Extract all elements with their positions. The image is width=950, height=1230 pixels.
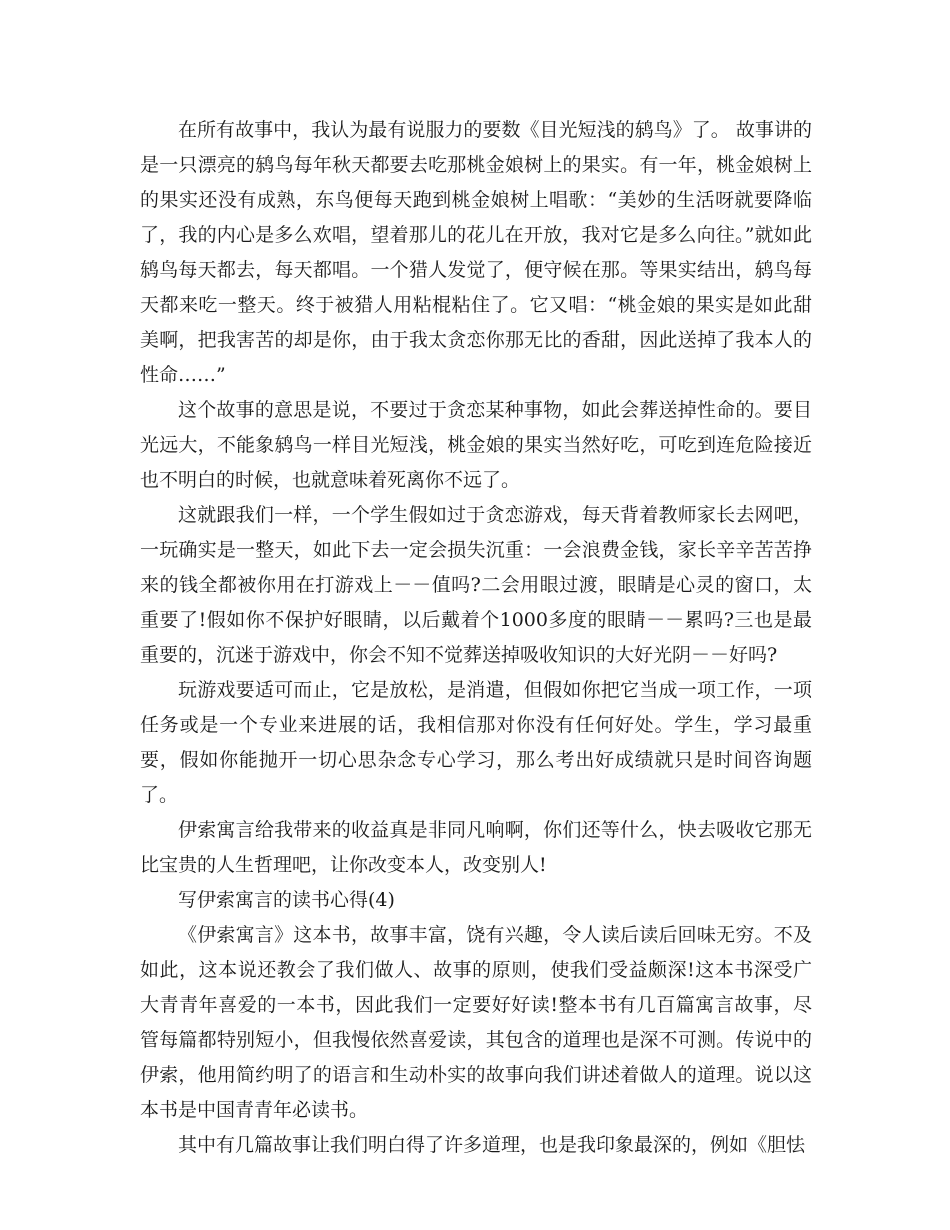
- paragraph-conclusion: 伊索寓言给我带来的收益真是非同凡响啊，你们还等什么，快去吸收它那无比宝贵的人生哲理吧，让你改变本人，改变别人!: [140, 819, 812, 876]
- paragraph-story-meaning: 这个故事的意思是说，不要过于贪恋某种事物，如此会葬送掉性命的。要目光远大，不能象鸫鸟一样目光短浅，桃金娘的果实当然好吃，可吃到连危险接近也不明白的时候，也就意味着死离你不远了。: [140, 399, 812, 491]
- section-heading: 写伊索寓言的读书心得(4): [178, 889, 395, 911]
- paragraph-gaming-comparison: 这就跟我们一样，一个学生假如过于贪恋游戏，每天背着教师家长去网吧，一玩确实是一整天，如此下去一定会损失沉重：一会浪费金钱，家长辛辛苦苦挣来的钱全都被你用在打游戏上－－值吗?二会用眼过渡，眼睛是心灵的窗口，太重要了!假如你不保护好眼睛，以后戴着个1000多度的眼睛－－累吗?三也是最重要的，沉迷于游戏中，你会不知不觉葬送掉吸收知识的大好光阴－－好吗?: [140, 504, 812, 666]
- paragraph-moderation: 玩游戏要适可而止，它是放松，是消遣，但假如你把它当成一项工作，一项任务或是一个专业来进展的话，我相信那对你没有任何好处。学生，学习最重要，假如你能抛开一切心思杂念专心学习，那么考出好成绩就只是时间咨询题了。: [140, 679, 812, 806]
- paragraph-book-intro: 《伊索寓言》这本书，故事丰富，饶有兴趣，令人读后读后回味无穷。不及如此，这本说还教会了我们做人、故事的原则，使我们受益颇深!这本书深受广大青青年喜爱的一本书，因此我们一定要好好读!整本书有几百篇寓言故事，尽管每篇都特别短小，但我慢依然喜爱读，其包含的道理也是深不可测。传说中的伊索，他用简约明了的语言和生动朴实的故事向我们讲述着做人的道理。说以这本书是中国青青年必读书。: [140, 924, 812, 1121]
- paragraph-stories-lessons: 其中有几篇故事让我们明白得了许多道理，也是我印象最深的，例如《胆怯: [178, 1134, 806, 1156]
- document-body: [140, 113, 812, 1163]
- paragraph-thrush-story: 在所有故事中，我认为最有说服力的要数《目光短浅的鸫鸟》了。 故事讲的是一只漂亮的鸫鸟每年秋天都要去吃那桃金娘树上的果实。有一年，桃金娘树上的果实还没有成熟，东鸟便每天跑到桃金娘树上唱歌：“美妙的生活呀就要降临了，我的内心是多么欢唱，望着那儿的花儿在开放，我对它是多么向往。”就如此鸫鸟每天都去，每天都唱。一个猎人发觉了，便守候在那。等果实结出，鸫鸟每天都来吃一整天。终于被猎人用粘棍粘住了。它又唱：“桃金娘的果实是如此甜美啊，把我害苦的却是你，由于我太贪恋你那无比的香甜，因此送掉了我本人的性命……”: [140, 119, 812, 386]
